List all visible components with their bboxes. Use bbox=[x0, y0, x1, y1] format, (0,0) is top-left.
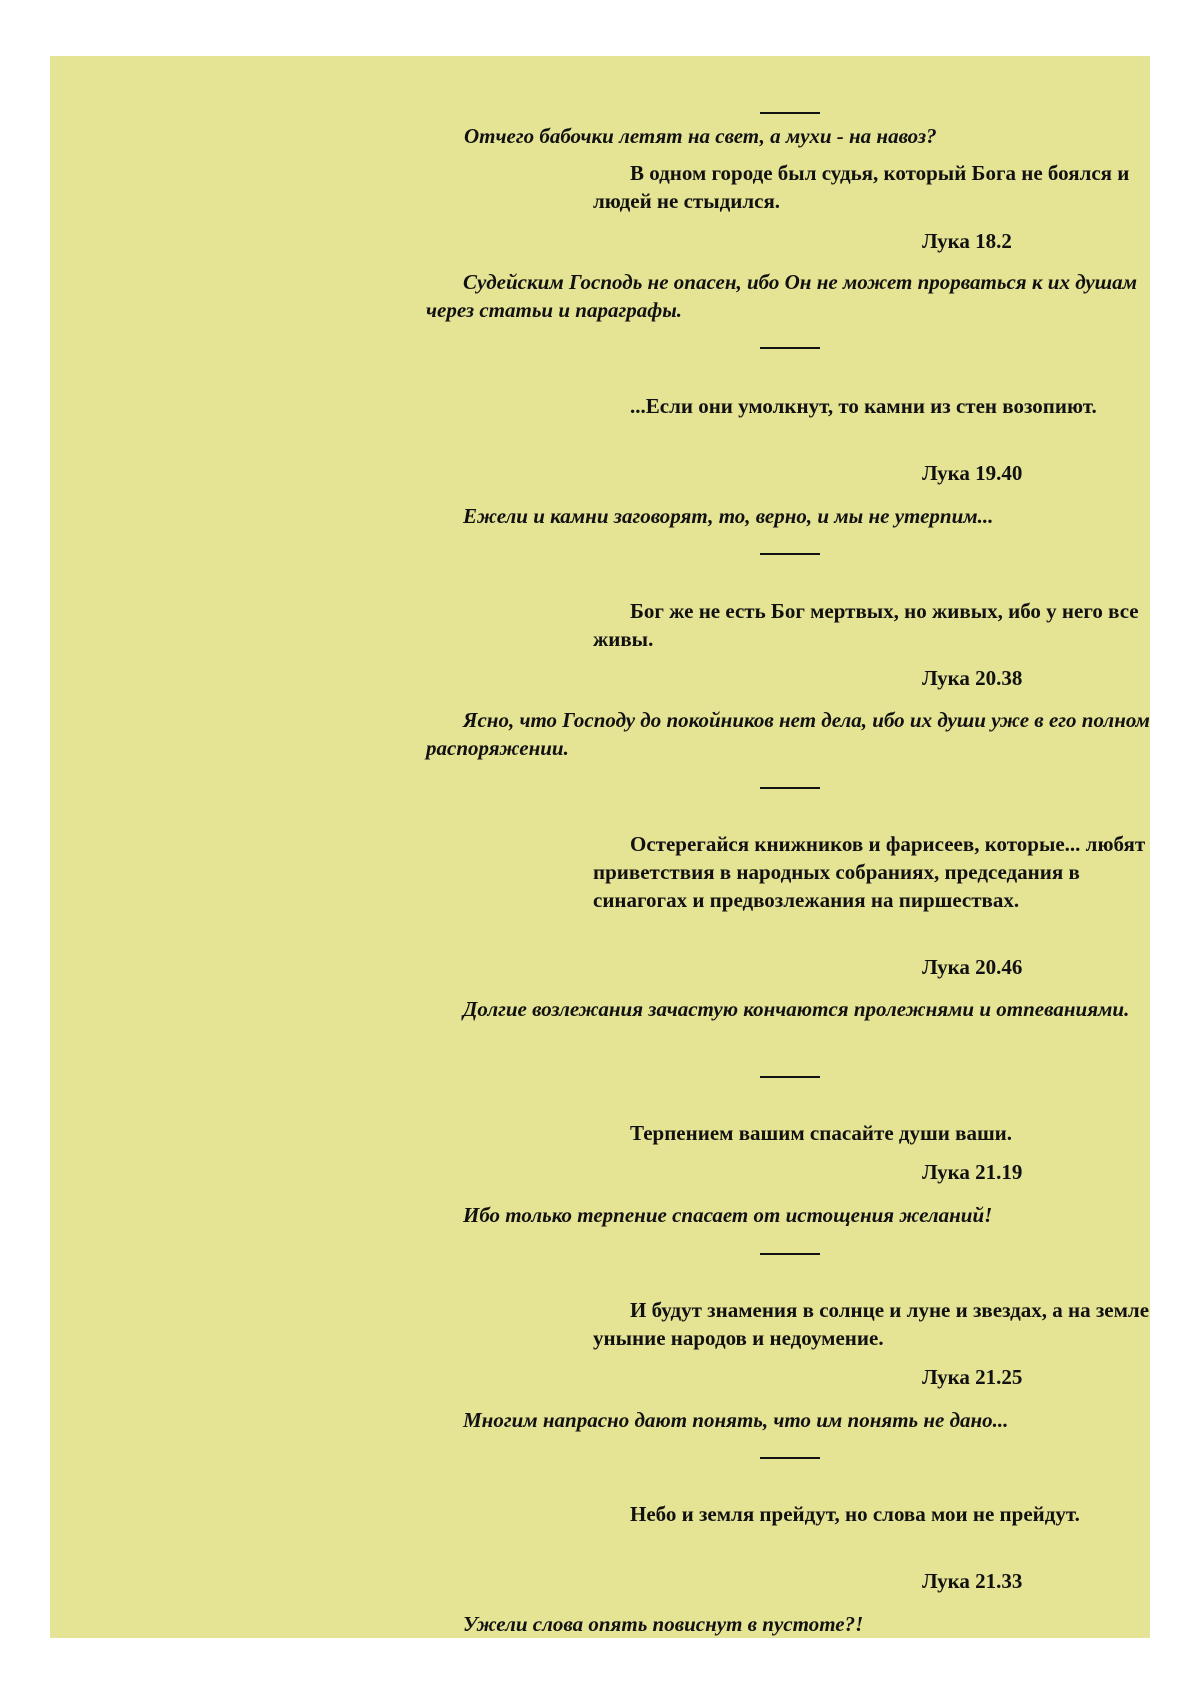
reference-6: Лука 21.25 bbox=[922, 1365, 1023, 1389]
reference-7: Лука 21.33 bbox=[922, 1569, 1023, 1593]
separator bbox=[760, 1076, 820, 1078]
comment-4: Долгие возлежания зачастую кончаются пролежнями и отпеваниями. bbox=[463, 997, 1130, 1021]
comment-5: Ибо только терпение спасает от истощения желаний! bbox=[463, 1203, 993, 1227]
separator bbox=[760, 1457, 820, 1459]
comment-7: Ужели слова опять повиснут в пустоте?! bbox=[463, 1612, 864, 1636]
quote-4: Остерегайся книжников и фарисеев, которые... любят приветствия в народных собраниях, председания в синагогах и предвозлежания на пиршествах. bbox=[593, 832, 1146, 912]
quote-2: ...Если они умолкнут, то камни из стен возопиют. bbox=[630, 394, 1097, 418]
comment-2: Ежели и камни заговорят, то, верно, и мы не утерпим... bbox=[463, 504, 994, 528]
reference-5: Лука 21.19 bbox=[922, 1160, 1023, 1184]
intro-comment: Отчего бабочки летят на свет, а мухи - на навоз? bbox=[464, 124, 937, 148]
comment-3: Ясно, что Господу до покойников нет дела, ибо их души уже в его полном распоряжении. bbox=[426, 708, 1150, 760]
separator bbox=[760, 112, 820, 114]
separator bbox=[760, 787, 820, 789]
reference-2: Лука 19.40 bbox=[922, 461, 1023, 485]
quote-1: В одном городе был судья, который Бога не боялся и людей не стыдился. bbox=[593, 161, 1130, 213]
separator bbox=[760, 347, 820, 349]
comment-1: Судейским Господь не опасен, ибо Он не может прорваться к их душам через статьи и параграфы. bbox=[426, 270, 1138, 322]
separator bbox=[760, 1253, 820, 1255]
reference-3: Лука 20.38 bbox=[922, 666, 1023, 690]
comment-6: Многим напрасно дают понять, что им понять не дано... bbox=[463, 1408, 1009, 1432]
quote-6: И будут знамения в солнце и луне и звездах, а на земле уныние народов и недоумение. bbox=[593, 1298, 1150, 1350]
quote-3: Бог же не есть Бог мертвых, но живых, ибо у него все живы. bbox=[593, 599, 1139, 651]
reference-4: Лука 20.46 bbox=[922, 955, 1023, 979]
quote-5: Терпением вашим спасайте души ваши. bbox=[630, 1121, 1013, 1145]
reference-1: Лука 18.2 bbox=[922, 229, 1012, 253]
page bbox=[50, 56, 1150, 1638]
separator bbox=[760, 553, 820, 555]
quote-7: Небо и земля прейдут, но слова мои не прейдут. bbox=[630, 1502, 1080, 1526]
